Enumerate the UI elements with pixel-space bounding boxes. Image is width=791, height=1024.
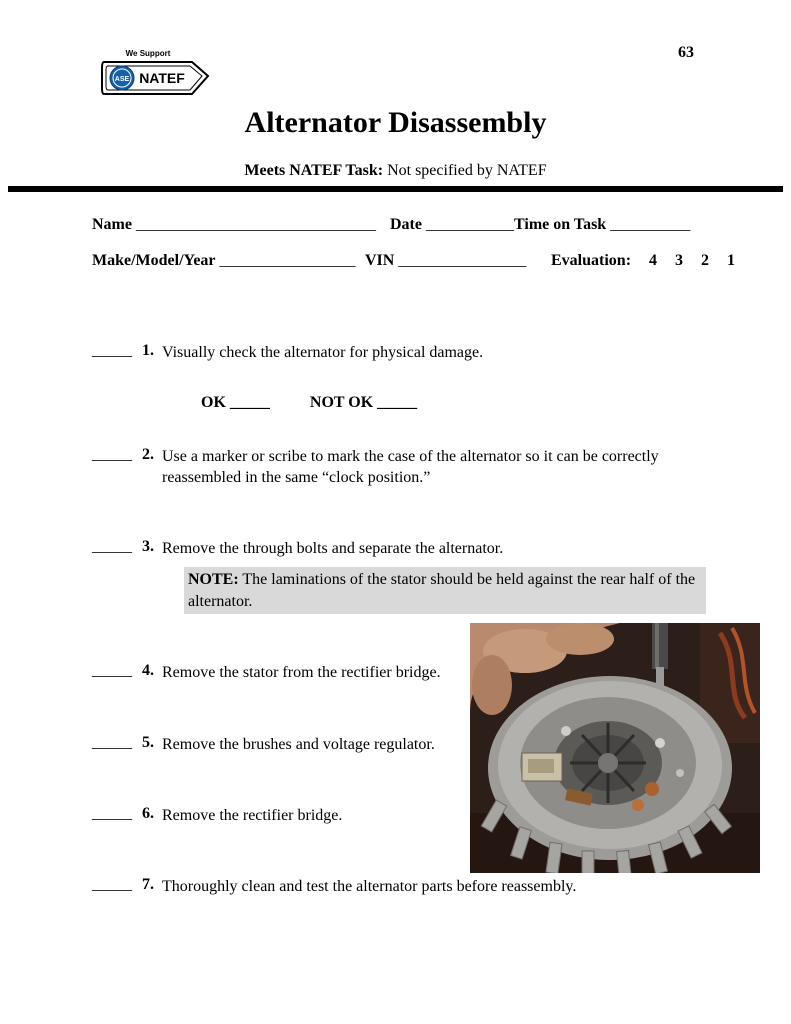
evaluation-option-3[interactable]: 3 (675, 252, 684, 269)
form-line-vin (365, 252, 526, 270)
step-2-number: 2. (142, 446, 154, 463)
ok-blank[interactable]: _____ (225, 394, 270, 411)
step-5-blank[interactable]: _____ (92, 734, 136, 751)
step-5-text: Remove the brushes and voltage regulator. (162, 736, 435, 753)
step-1-text: Visually check the alternator for physical damage. (162, 344, 484, 361)
step-1-ok-line (185, 376, 417, 430)
date-blank[interactable]: ___________ (421, 216, 514, 233)
step-7-text: Thoroughly clean and test the alternator parts before reassembly. (162, 878, 577, 895)
step-4-number: 4. (142, 662, 154, 679)
ok-label: OK (201, 394, 226, 411)
form-line-evaluation (537, 252, 735, 270)
step-7-number: 7. (142, 876, 154, 893)
make-model-year-blank[interactable]: _________________ (215, 252, 356, 269)
step-7 (92, 876, 576, 897)
meets-value: Not specified by NATEF (383, 162, 547, 179)
evaluation-option-2[interactable]: 2 (701, 252, 710, 269)
note-callout (184, 567, 706, 614)
meets-natef-task-line (0, 162, 791, 180)
step-4-blank[interactable]: _____ (92, 662, 136, 679)
form-line-time (514, 216, 690, 234)
form-line-name (92, 216, 376, 234)
note-label: NOTE: (188, 571, 239, 588)
logo-tagline-text: We Support (125, 49, 171, 58)
step-4 (92, 662, 441, 683)
step-1-blank[interactable]: _____ (92, 342, 136, 359)
step-6-number: 6. (142, 805, 154, 822)
page-number: 63 (678, 44, 694, 61)
make-model-year-label: Make/Model/Year (92, 252, 216, 269)
step-2-blank[interactable]: _____ (92, 446, 136, 463)
alternator-photo (470, 623, 760, 873)
natef-text: NATEF (139, 70, 185, 86)
step-6-blank[interactable]: _____ (92, 805, 136, 822)
step-3 (92, 538, 503, 559)
step-6-text: Remove the rectifier bridge. (162, 807, 343, 824)
natef-logo (100, 44, 212, 102)
evaluation-option-4[interactable]: 4 (649, 252, 658, 269)
step-1-number: 1. (142, 342, 154, 359)
not-ok-label: NOT OK (309, 394, 374, 411)
step-3-text: Remove the through bolts and separate the alternator. (162, 540, 504, 557)
divider-rule (8, 186, 783, 192)
natef-logo-graphic (100, 44, 212, 102)
step-4-text: Remove the stator from the rectifier bridge. (162, 664, 441, 681)
step-5 (92, 734, 435, 755)
step-3-number: 3. (142, 538, 154, 555)
meets-label: Meets NATEF Task: (244, 162, 384, 179)
time-on-task-blank[interactable]: __________ (606, 216, 691, 233)
evaluation-label: Evaluation: (551, 252, 632, 269)
note-text: The laminations of the stator should be held against the rear half of the alternator. (188, 571, 696, 610)
step-1 (92, 342, 483, 363)
step-5-number: 5. (142, 734, 154, 751)
form-line-date (390, 216, 514, 234)
step-3-blank[interactable]: _____ (92, 538, 136, 555)
step-6 (92, 805, 342, 826)
time-on-task-label: Time on Task (514, 216, 607, 233)
form-line-make (92, 252, 356, 270)
evaluation-option-1[interactable]: 1 (727, 252, 736, 269)
alternator-photo-graphic (470, 623, 760, 873)
step-7-blank[interactable]: _____ (92, 876, 136, 893)
not-ok-blank[interactable]: _____ (373, 394, 418, 411)
date-label: Date (390, 216, 422, 233)
page-title: Alternator Disassembly (244, 106, 547, 139)
step-2-text: Use a marker or scribe to mark the case of the alternator so it can be correctly reassembled in the same “clock position.” (162, 448, 659, 487)
step-2 (92, 446, 667, 488)
ase-text: ASE (114, 76, 130, 83)
vin-blank[interactable]: ________________ (394, 252, 527, 269)
name-blank[interactable]: ______________________________ (131, 216, 376, 233)
vin-label: VIN (365, 252, 395, 269)
name-label: Name (92, 216, 132, 233)
